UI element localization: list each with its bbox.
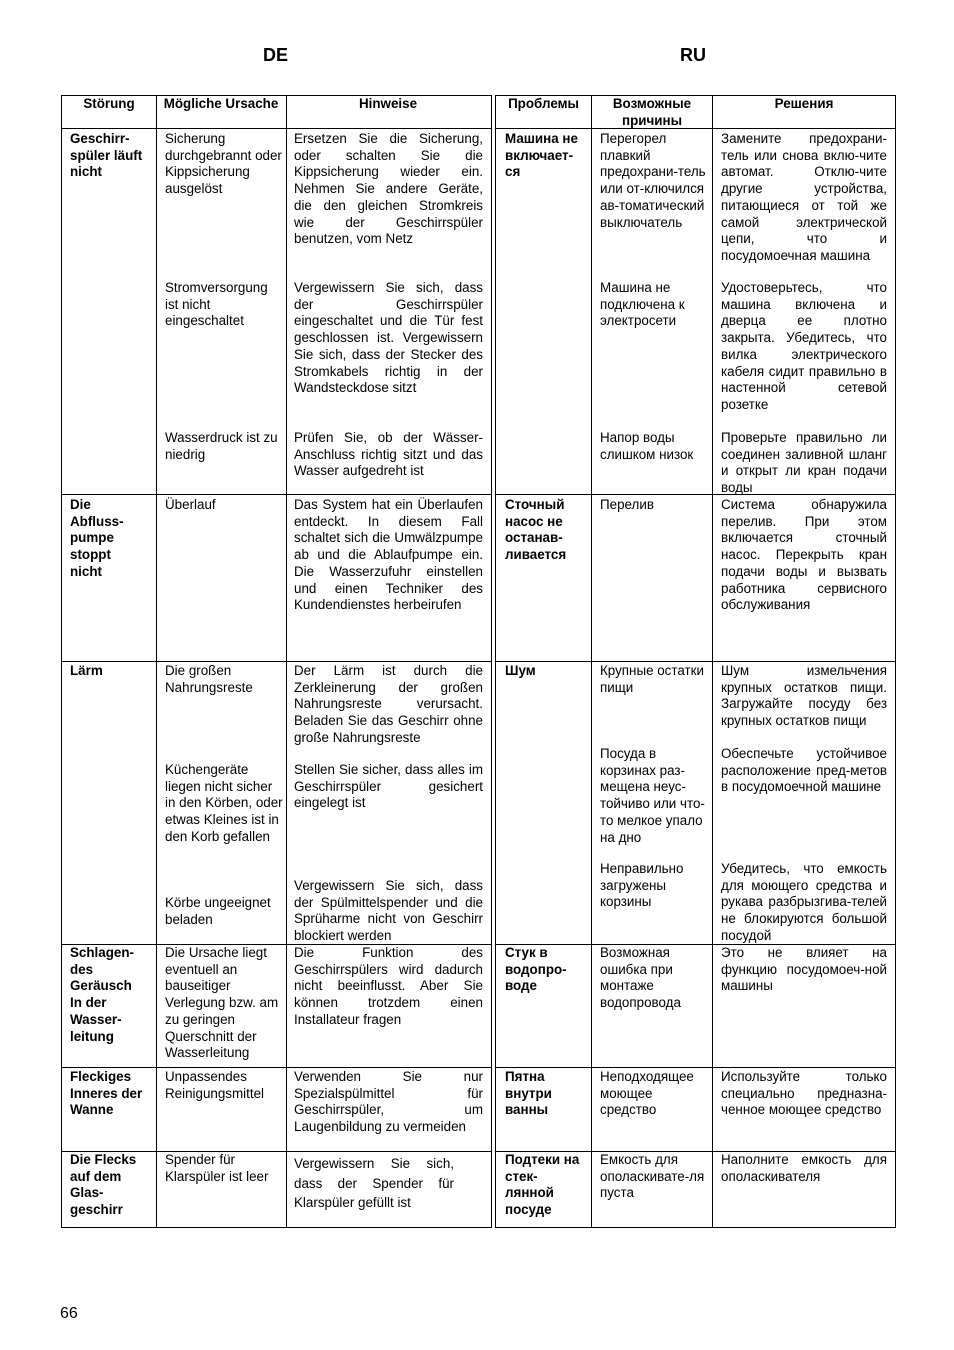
solution-text: Используйте только специально предназна-ченное моющее средство — [721, 1069, 887, 1118]
hint-text: Vergewissern Sie sich, dass der Geschirrspüler eingeschaltet und die Tür fest geschlossen ist. Vergewissern Sie sich, dass der Stecker des Stromkabels richtig in der Wandsteckdose sitzt — [294, 280, 483, 396]
cause-text: Die Ursache liegt eventuell an bauseitiger Verlegung bzw. am zu geringen Querschnitt der Wasserleitung — [165, 945, 279, 1061]
hint-text: Der Lärm ist durch die Zerkleinerung der großen Nahrungsreste verursacht. Beladen Sie das Geschirr ohne große Nahrungsreste — [294, 663, 483, 745]
cause-text: Перегорел плавкий предохрани-тель или от-ключился ав-томатический выключатель — [600, 131, 706, 230]
problem-label: Шум — [505, 663, 536, 678]
hint-text: Prüfen Sie, ob der Wässer-Anschluss richtig sitzt und das Wasser aufgedreht ist — [294, 430, 483, 479]
header-hints: Hinweise — [358, 96, 418, 111]
hint-text: Stellen Sie sicher, dass alles im Geschirrspüler gesichert eingelegt ist — [294, 762, 483, 811]
problem-label: Пятна внутри ванны — [505, 1069, 552, 1118]
cause-text: Неподходящее моющее средство — [600, 1069, 694, 1118]
problem-label: Сточный насос не останав-ливается — [505, 497, 567, 563]
cause-text: Посуда в корзинах раз-мещена неус-тойчиво или что-то мелкое упало на дно — [600, 746, 705, 845]
problem-label: Die Abfluss-pumpe stoppt nicht — [70, 497, 124, 579]
header-cause: Возможные причины — [612, 96, 692, 128]
cause-text: Küchengeräte liegen nicht sicher in den Körben, oder etwas Kleines ist in den Korb gefallen — [165, 762, 283, 844]
cause-text: Крупные остатки пищи — [600, 663, 704, 695]
cause-text: Машина не подключена к электросети — [600, 280, 685, 329]
cause-text: Напор воды слишком низок — [600, 430, 694, 462]
solution-text: Система обнаружила перелив. При этом включается сточный насос. Перекрыть кран подачи воды и вызвать работника сервисного обслуживания — [721, 497, 887, 613]
header-solutions: Решения — [774, 96, 834, 111]
hint-text: Ersetzen Sie die Sicherung, oder schalten Sie die Kippsicherung wieder ein. Nehmen Sie andere Geräte, die den gleichen Stromkreis wie der Geschirrspüler benutzen, vom Netz — [294, 131, 483, 247]
hint-text: Vergewissern Sie sich, dass der Spülmittelspender und die Sprüharme nicht von Geschirr blockiert werden — [294, 878, 483, 944]
problem-label: Lärm — [70, 663, 103, 678]
cause-text: Возможная ошибка при монтаже водопровода — [600, 945, 681, 1011]
language-heading-de: DE — [263, 45, 289, 65]
hint-text: Die Funktion des Geschirrspülers wird dadurch nicht beeinflusst. Aber Sie können trotzdem einen Installateur fragen — [294, 945, 483, 1027]
cause-text: Wasserdruck ist zu niedrig — [165, 430, 278, 462]
problem-label: Машина не включает-ся — [505, 131, 578, 180]
problem-label: Fleckiges Inneres der Wanne — [70, 1069, 143, 1118]
problem-label: Подтеки на стек-лянной посуде — [505, 1152, 580, 1218]
troubleshooting-table-de — [61, 95, 492, 1228]
solution-text: Наполните емкость для ополаскивателя — [721, 1152, 887, 1184]
language-heading-ru: RU — [680, 45, 706, 65]
troubleshooting-table-ru — [495, 95, 896, 1228]
hint-text: Verwenden Sie nur Spezialspülmittel für Geschirrspüler, um Laugenbildung zu vermeiden — [294, 1069, 483, 1135]
problem-label: Die Flecks auf dem Glas-geschirr — [70, 1152, 137, 1218]
hint-text: Vergewissern Sie sich, dass der Spender für Klarspüler gefüllt ist — [294, 1156, 454, 1210]
solution-text: Проверьте правильно ли соединен заливной шланг и открыт ли кран подачи воды — [721, 430, 887, 496]
solution-text: Убедитесь, что емкость для моющего средства и рукава разбрызгива-телей не блокируются большой посудой — [721, 861, 887, 943]
cause-text: Überlauf — [165, 497, 216, 512]
problem-label: Geschirr-spüler läuft nicht — [70, 131, 143, 180]
cause-text: Unpassendes Reinigungsmittel — [165, 1069, 264, 1101]
cause-text: Stromversorgung ist nicht eingeschaltet — [165, 280, 268, 329]
header-problem: Störung — [83, 96, 135, 111]
cause-text: Перелив — [600, 497, 654, 512]
header-problem: Проблемы — [508, 96, 579, 111]
solution-text: Замените предохрани-тель или снова вклю-чите автомат. Отклю-чите другие устройства, питающиеся от той же самой электрической цепи, что и посудомоечная машина — [721, 131, 887, 263]
solution-text: Это не влияет на функцию посудомоеч-ной машины — [721, 945, 887, 994]
problem-label: Schlagen-des Geräusch In der Wasser-leitung — [70, 945, 134, 1044]
cause-text: Körbe ungeeignet beladen — [165, 895, 271, 927]
cause-text: Die großen Nahrungsreste — [165, 663, 253, 695]
solution-text: Удостоверьтесь, что машина включена и дверца ее плотно закрыта. Убедитесь, что вилка электрического кабеля сидит правильно в настенной сетевой розетке — [721, 280, 887, 412]
cause-text: Sicherung durchgebrannt oder Kippsicherung ausgelöst — [165, 131, 282, 197]
page-number: 66 — [60, 1305, 78, 1322]
cause-text: Неправильно загружены корзины — [600, 861, 684, 910]
solution-text: Шум измельчения крупных остатков пищи. Загружайте посуду без крупных остатков пищи — [721, 663, 887, 729]
problem-label: Стук в водопро-воде — [505, 945, 567, 994]
header-cause: Mögliche Ursache — [163, 96, 279, 111]
solution-text: Обеспечьте устойчивое расположение пред-метов в посудомоечной машине — [721, 746, 887, 795]
hint-text: Das System hat ein Überlaufen entdeckt. In diesem Fall schaltet sich die Umwälzpumpe ab und die Ablaufpumpe ein. Die Wasserzufuhr einstellen und einen Techniker des Kundendienstes herbeirufen — [294, 497, 483, 613]
cause-text: Spender für Klarspüler ist leer — [165, 1152, 269, 1184]
cause-text: Емкость для ополаскивате-ля пуста — [600, 1152, 705, 1201]
